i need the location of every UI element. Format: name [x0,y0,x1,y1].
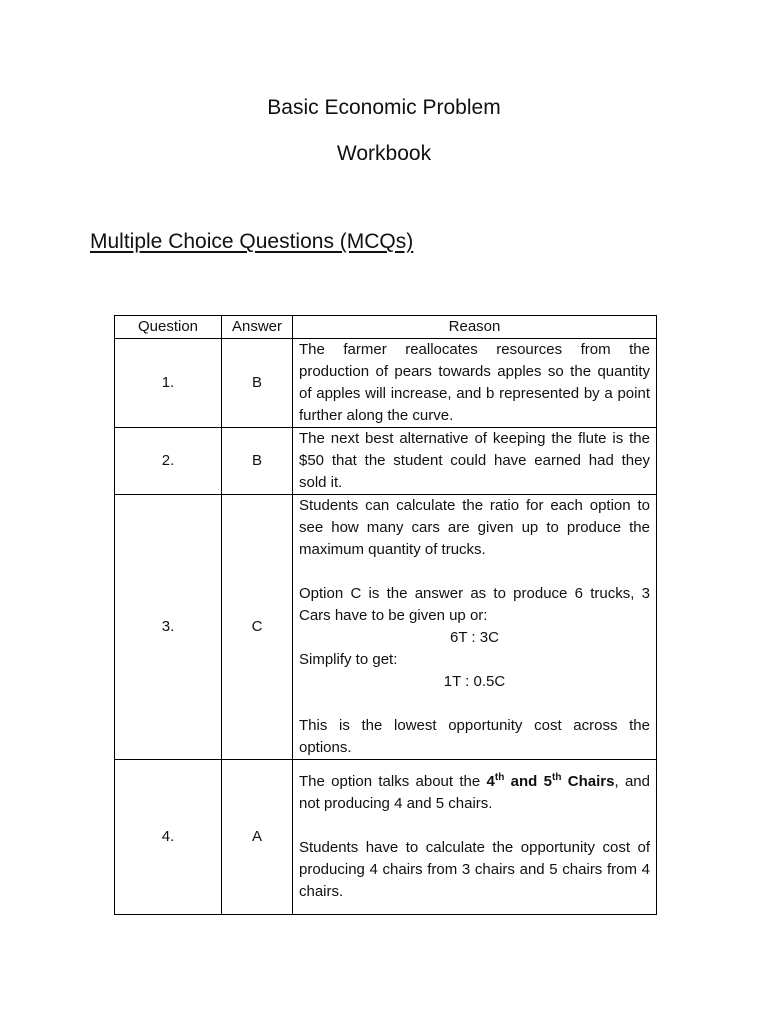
bold-text: Chairs [561,773,615,790]
header-answer: Answer [222,316,293,339]
table-row [115,339,657,428]
bold-text: 4 [486,773,495,790]
superscript: th [552,772,562,783]
answer-letter: B [222,339,293,428]
question-number: 4. [115,760,222,915]
reason-paragraph: Option C is the answer as to produce 6 trucks, 3 Cars have to be given up or: [299,585,650,624]
simplify-line: Simplify to get: [299,651,398,668]
reason-text-start: The option talks about the [299,773,487,790]
reason-paragraph: Students have to calculate the opportunity cost of producing 4 chairs from 3 chairs and 5 chairs from 4 chairs. [299,839,650,900]
question-number: 2. [115,428,222,495]
answer-letter: A [222,760,293,915]
table-row [115,760,657,915]
table-row [115,428,657,495]
ratio-line: 6T : 3C [450,629,499,646]
question-number: 1. [115,339,222,428]
document-subtitle: Workbook [336,142,432,165]
table-header-row [115,316,657,339]
reason-paragraph [299,771,650,815]
reason-paragraph: Students can calculate the ratio for each option to see how many cars are given up to produce the maximum quantity of trucks. [299,497,650,558]
answers-table [114,315,657,915]
bold-text: and 5 [504,773,552,790]
reason-paragraph: This is the lowest opportunity cost across the options. [299,717,650,756]
header-question: Question [115,316,222,339]
ratio-line: 1T : 0.5C [443,673,506,690]
reason-text: The farmer reallocates resources from the production of pears towards apples so the quantity of apples will increase, and b represented by a point further along the curve. [293,339,657,428]
reason-cell [293,760,657,915]
reason-text: The next best alternative of keeping the flute is the $50 that the student could have earned had they sold it. [293,428,657,495]
answer-letter: C [222,495,293,760]
answer-letter: B [222,428,293,495]
question-number: 3. [115,495,222,760]
section-heading: Multiple Choice Questions (MCQs) [90,230,414,253]
document-title: Basic Economic Problem [267,96,501,119]
table-row [115,495,657,760]
reason-cell [293,495,657,760]
reason-text-end: , and not producing 4 and 5 chairs. [299,773,650,812]
header-reason: Reason [293,316,657,339]
bold-chairs-phrase [487,773,615,790]
superscript: th [494,772,505,783]
